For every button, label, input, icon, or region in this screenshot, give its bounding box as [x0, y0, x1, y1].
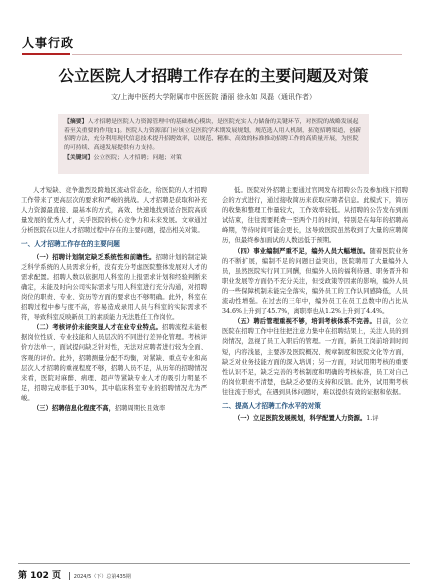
paragraph-text: 人才短缺、竞争激烈及跨地区流动常态化，给医院的人才招聘工作带来了更高层次的要求和严峻的挑战。人才招聘是获取和补充人力资源最直接、最基本的方式，高效、快速地找到适合医院高质量发展的优秀人才，关乎医院的核心竞争力和未来发展。文章通过分析医院在以往人才招聘过程中存在的主要问题，提出相关对策。 — [21, 187, 207, 235]
paragraph-text: 招聘计划的制定缺乏科学系统的人员需求分析，没有充分考虑医院整体发展对人才的需求配置。招聘人数以依据用人科室的上报需求计划和经验判断来确定，未能及时向公司实际需求与用人科室进行充分沟通，对招聘岗位的职责、专业、资历等方面的要求也不够明确。此外，科室在招聘过程中参与度不高，容易造成录用人员与科室的实际需求不符，导致科室反映新员工的素质能力无法胜任工作岗位。 — [21, 253, 208, 322]
body-paragraph — [222, 317, 408, 398]
issue-info: 2024/5（下）总第435期 — [73, 574, 131, 580]
section-tag: 人事行政 — [22, 36, 75, 50]
keywords-label: 【关键词】 — [64, 154, 94, 162]
keywords — [64, 154, 363, 162]
keywords-text: 公立医院；人才招聘；问题；对策 — [93, 155, 182, 162]
footer-divider: | — [68, 571, 71, 580]
paragraph-text: 招聘周期长且效率 — [114, 404, 166, 412]
paragraph-text: 随着医院业务的不断扩展，编制不足的问题日益突出，医院聘用了大量编外人员，虽然医院实行同工同酬，但编外人员的福利待遇、职务晋升和职业发展等方面仍不充分关注，但受政策等因素的影响，编外人员的一些保障机制未能完全落实，编外员工的工作认同感降低，人员流动性增强。在过去的三年中，编外员工在员工总数中的占比从34.6%上升到了45.7%，离职率也从1.2%上升到了4.4%。 — [222, 247, 409, 316]
left-column — [21, 186, 207, 414]
page-footer — [18, 568, 131, 581]
subheading: （二）考核评价未能突显人才在业专业特点。 — [33, 324, 163, 332]
paragraph-text: 1.评 — [366, 415, 379, 423]
body-paragraph — [222, 186, 408, 247]
subheading: （三）招聘信息化程度不高， — [33, 404, 115, 412]
article-title: 公立医院人才招聘工作存在的主要问题及对策 — [58, 66, 369, 85]
body-paragraph — [21, 323, 207, 404]
right-column — [222, 186, 408, 424]
paragraph-text: 低。医院对外招聘主要通过官网发布招聘公告及参加线下招聘会的方式进行，通过接收简历来获取应聘者信息。此模式下，简历的收集和整理工作量较大，工作效率较低。从招聘的公告发布到面试结束，往往需要耗费一至两个月的时间，特别是在每年的招聘高峰期，等待时间可能会更长，这导致医院虽然收到了大量的应聘简历，但最终参加面试的人数远低于预期。 — [222, 187, 408, 245]
subheading: （一）立足医院发展规划，科学配置人力资源。 — [234, 415, 367, 423]
section-rule — [72, 54, 402, 55]
subheading: （一）招聘计划制定缺乏系统性和前瞻性。 — [33, 253, 156, 261]
page-number: 第 102 页 — [18, 571, 62, 581]
footer-rule — [18, 563, 410, 564]
paragraph-text: 招聘流程未能根据岗位性质、专业技能和人员层次的不同进行差异化管理。考核评价方法单一，面试提问缺乏针对性，无法对应聘者进行较为全面、客观的评价。此外，招聘测量分配不均衡，对紧缺、重点专业和高层次人才招聘的重视程度不够，招聘人员不足，从历年的招聘情况来看，医院对麻醉、病理、超声等紧缺专业人才的吸引力明显不足，招聘完成率低于30%，其中临床科室专业的招聘情况尤为严峻。 — [21, 324, 208, 402]
body-paragraph — [222, 414, 408, 424]
article-authors: 文/上海中医药大学附属市中医医院 潘丽 徐永如 凤磊（通讯作者） — [110, 93, 317, 101]
section-rule-accent — [22, 53, 70, 55]
abstract-label: 【摘要】 — [64, 118, 88, 125]
abstract — [64, 118, 363, 152]
body-paragraph — [21, 186, 207, 236]
abstract-text: 人才招聘是医院人力资源管理中的基础核心模块，是医院充实人力储备的关键环节，对医院的战略发展起着至关重要的作用[1]。医院人力资源部门应该立足医院学术期发展规划，规范选人用人机制，拓宽招聘渠道，创新招聘方法，充分利用现代信息技术提升招聘效率，以规范、精准、高效的标准推动招聘工作的高质量开展，为医院的可持续、高速发展提供有力支持。 — [64, 119, 361, 151]
body-paragraph — [222, 247, 408, 318]
subheading: （五）聘后管理重视不够，培训考核体系不完善。 — [234, 318, 376, 326]
section-heading: 二、提高人才招聘工作水平的对策 — [222, 401, 321, 410]
subheading: （四）事业编制严重不足，编外人员大幅增加。 — [234, 247, 370, 255]
abstract-box — [58, 114, 369, 174]
body-paragraph — [21, 253, 207, 324]
body-paragraph — [21, 404, 207, 414]
section-heading: 一、人才招聘工作存在的主要问题 — [21, 240, 120, 249]
paragraph-text: 目前，公立医院在招聘工作中往往把注意力集中在招聘结果上，关注人员的到岗情况，忽视了员工入职后的管理。一方面，新员工岗前培训时间短，内容浅显，主要涉及医院概况、规章制度和医院文化等方面，缺乏对业务技能方面的深入培训；另一方面，对试用期考核的重要性认识不足，缺乏完善的考核制度和明确的考核标准，员工对自己的岗位职责不清楚，也缺乏必要的支持和反馈。此外，试用期考核往往流于形式，在遇到具体问题时，难以提供有效的证据和依据。 — [222, 318, 409, 396]
